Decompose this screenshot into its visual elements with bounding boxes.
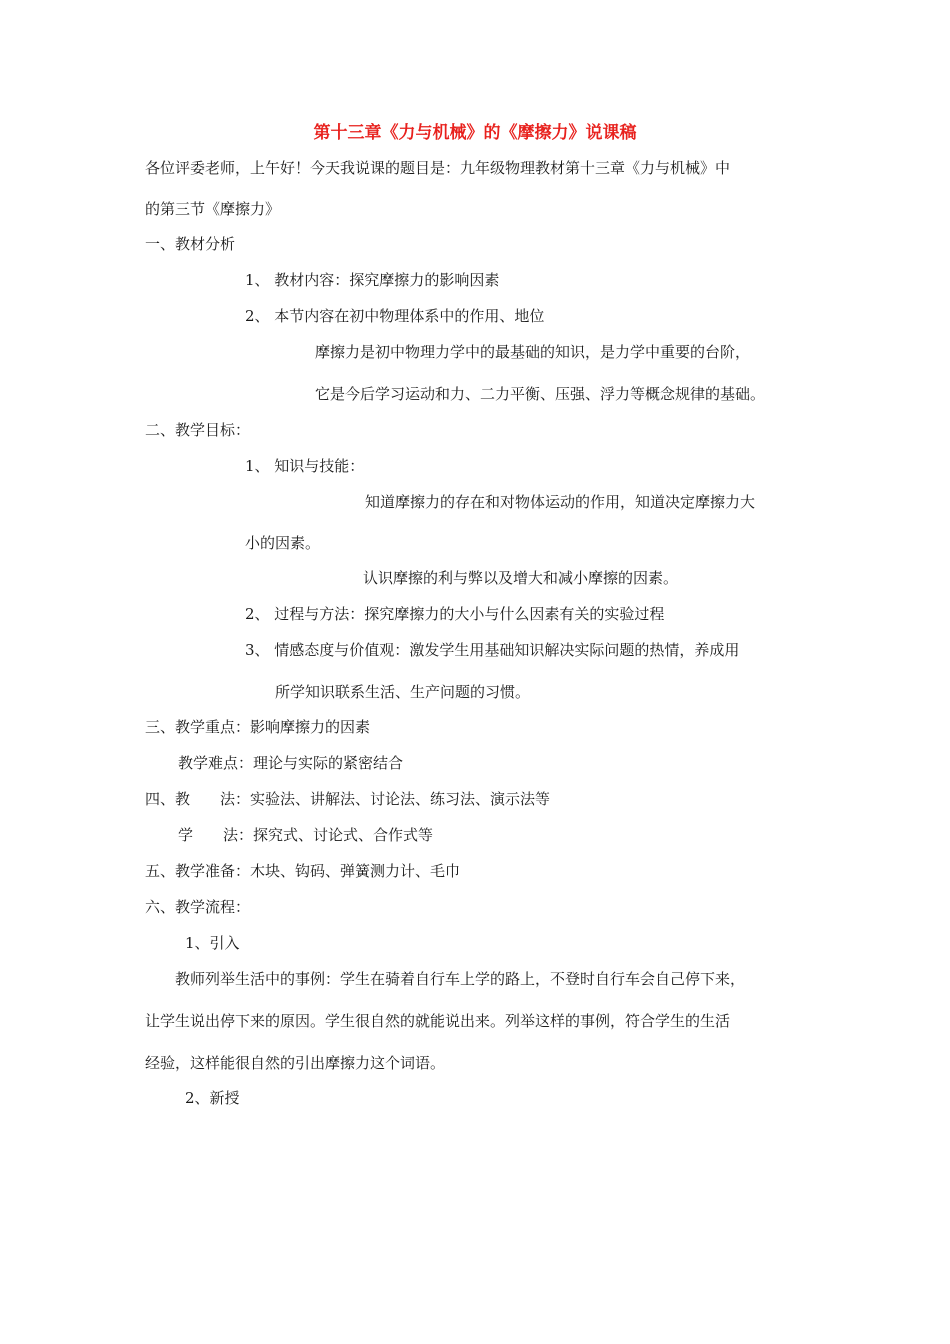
section-6-step-2: 2、新授 xyxy=(185,1089,240,1107)
learning-methods-text: 法：探究式、讨论式、合作式等 xyxy=(223,826,434,844)
section-6-paragraph-line-1: 教师列举生活中的事例：学生在骑着自行车上学的路上，不登时自行车会自己停下来， xyxy=(175,970,746,988)
section-2-item-1: 1、 知识与技能： xyxy=(245,457,365,475)
section-6-paragraph-line-3: 经验，这样能很自然的引出摩擦力这个词语。 xyxy=(145,1054,446,1072)
learning-label: 学 xyxy=(178,826,194,844)
section-1-paragraph-line-2: 它是今后学习运动和力、二力平衡、压强、浮力等概念规律的基础。 xyxy=(315,385,766,403)
section-5-heading: 五、教学准备：木块、钩码、弹簧测力计、毛巾 xyxy=(145,862,461,880)
knowledge-line-1b: 小的因素。 xyxy=(245,534,321,552)
section-2-item-2: 2、 过程与方法：探究摩擦力的大小与什么因素有关的实验过程 xyxy=(245,605,665,623)
section-4-teaching-methods xyxy=(145,789,550,809)
intro-line-1: 各位评委老师，上午好！今天我说课的题目是：九年级物理教材第十三章《力与机械》中 xyxy=(145,159,731,177)
section-6-step-1: 1、引入 xyxy=(185,934,240,952)
teaching-methods-text: 法：实验法、讲解法、讨论法、练习法、演示法等 xyxy=(220,790,551,808)
knowledge-line-2: 认识摩擦的利与弊以及增大和减小摩擦的因素。 xyxy=(363,569,679,587)
section-3-difficulty: 教学难点：理论与实际的紧密结合 xyxy=(178,754,404,772)
section-1-item-2: 2、 本节内容在初中物理体系中的作用、地位 xyxy=(245,307,545,325)
section-1-paragraph-line-1: 摩擦力是初中物理力学中的最基础的知识，是力学中重要的台阶， xyxy=(315,343,751,361)
section-1-heading: 一、教材分析 xyxy=(145,235,236,253)
intro-line-2: 的第三节《摩擦力》 xyxy=(145,200,281,218)
section-6-heading: 六、教学流程： xyxy=(145,898,251,916)
section-2-heading: 二、教学目标： xyxy=(145,421,251,439)
section-2-item-3-line-1: 3、 情感态度与价值观：激发学生用基础知识解决实际问题的热情，养成用 xyxy=(245,641,740,659)
section-2-item-3-line-2: 所学知识联系生活、生产问题的习惯。 xyxy=(275,683,531,701)
knowledge-line-1a: 知道摩擦力的存在和对物体运动的作用，知道决定摩擦力大 xyxy=(365,493,756,511)
section-3-heading: 三、教学重点：影响摩擦力的因素 xyxy=(145,718,371,736)
section-1-item-1: 1、 教材内容：探究摩擦力的影响因素 xyxy=(245,271,500,289)
section-4-learning-methods xyxy=(178,825,433,845)
document-title: 第十三章《力与机械》的《摩擦力》说课稿 xyxy=(313,123,637,143)
section-6-paragraph-line-2: 让学生说出停下来的原因。学生很自然的就能说出来。列举这样的事例，符合学生的生活 xyxy=(145,1012,731,1030)
teaching-label: 四、教 xyxy=(145,790,191,808)
